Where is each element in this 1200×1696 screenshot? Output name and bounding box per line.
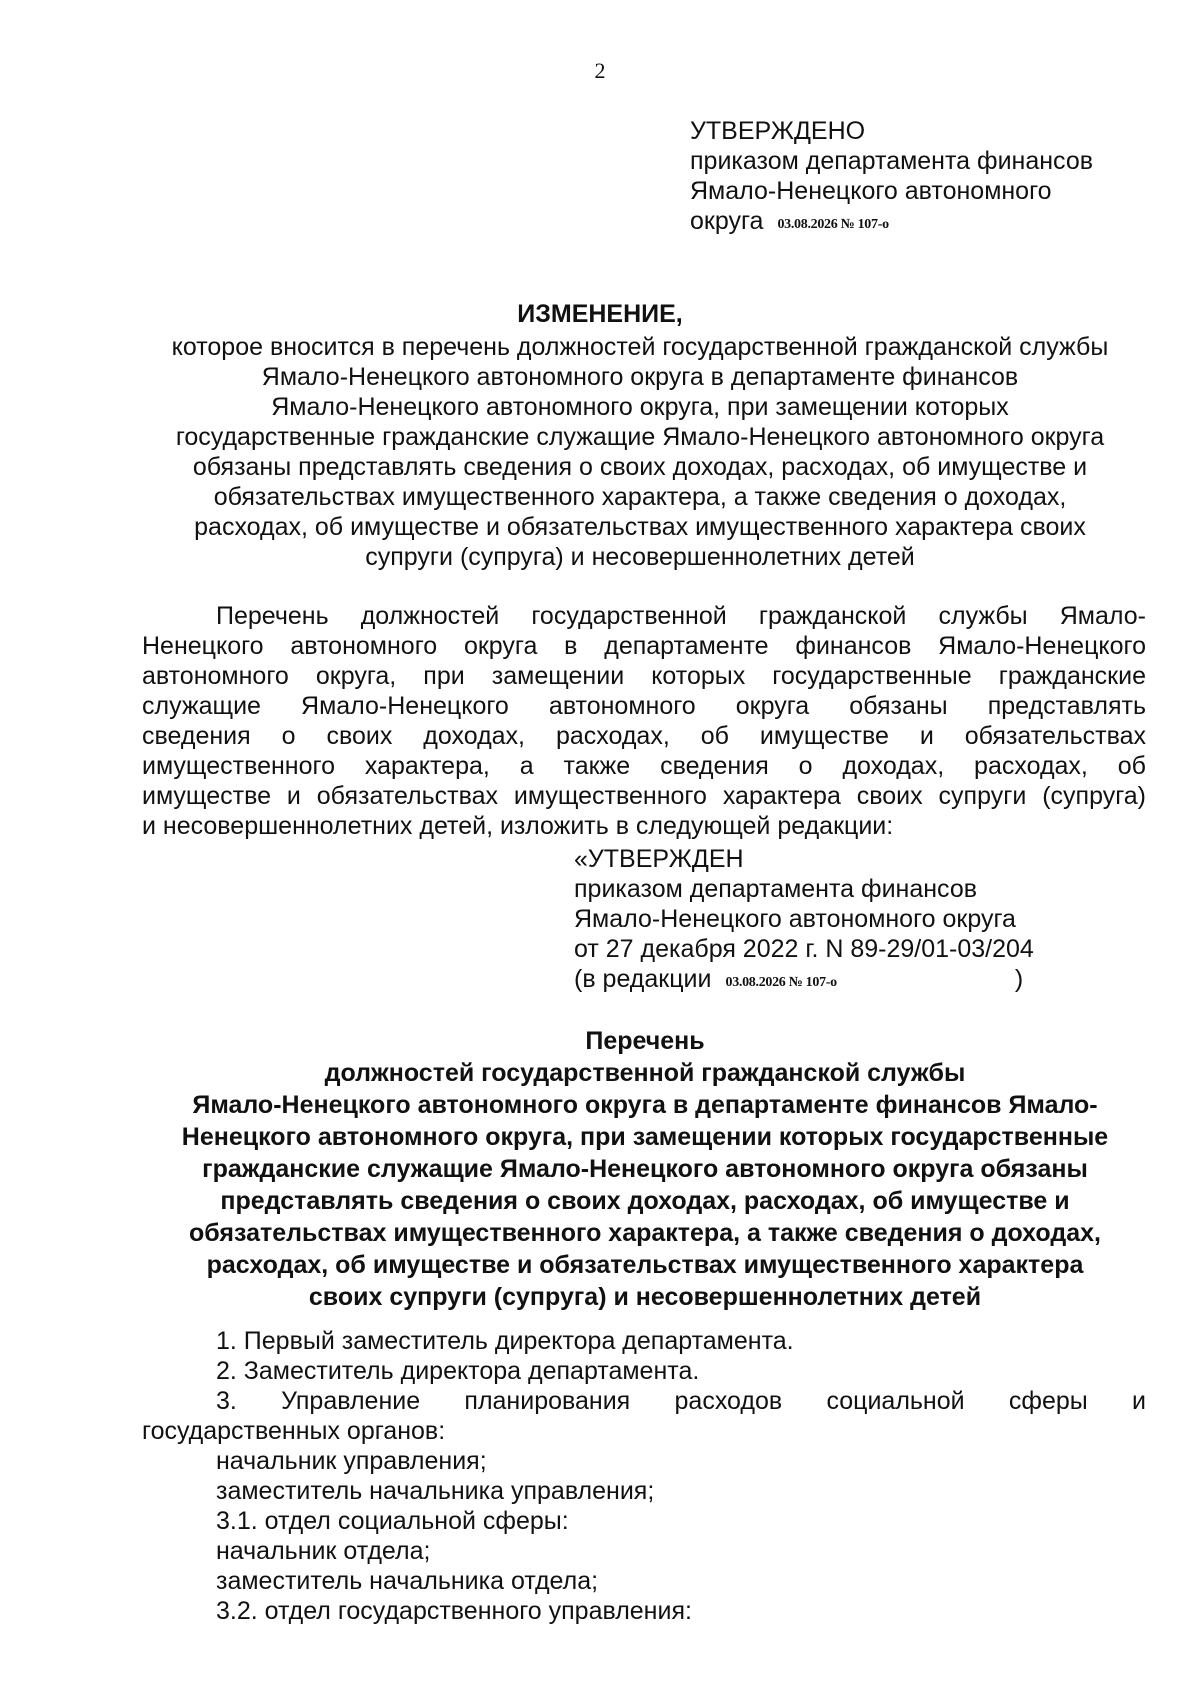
subtitle-line: обязаны представлять сведения о своих доходах, расходах, об имуществе и	[192, 453, 1088, 481]
list-title-line: должностей государственной гражданской службы	[324, 1059, 966, 1087]
list-item: начальник отдела;	[216, 1537, 431, 1565]
list-title-line: Ненецкого автономного округа, при замещении которых государственные	[181, 1123, 1109, 1151]
list-title-line: расходах, об имуществе и обязательствах имущественного характера	[206, 1251, 1084, 1279]
list-item: 2. Заместитель директора департамента.	[216, 1357, 700, 1385]
redaction-heading: «УТВЕРЖДЕН	[574, 845, 744, 873]
subtitle-line: которое вносится в перечень должностей государственной гражданской службы	[171, 333, 1109, 361]
edition-suffix: )	[1014, 965, 1024, 993]
body-paragraph	[142, 601, 1146, 841]
subtitle-line: государственные гражданские служащие Ямало-Ненецкого автономного округа	[175, 423, 1105, 451]
paragraph-line: и несовершеннолетних детей, изложить в следующей редакции:	[142, 812, 894, 840]
list-item: начальник управления;	[216, 1447, 487, 1475]
redaction-block	[574, 844, 1034, 998]
subtitle-line: супруги (супруга) и несовершеннолетних детей	[365, 543, 915, 571]
date-number-stamp: 03.08.2026 № 107-о	[725, 975, 837, 990]
change-subtitle	[140, 332, 1140, 572]
subtitle-line: Ямало-Ненецкого автономного округа, при замещении которых	[271, 393, 1009, 421]
list-title-line: обязательствах имущественного характера, а также сведения о доходах,	[189, 1219, 1101, 1247]
list-title-line: гражданские служащие Ямало-Ненецкого автономного округа обязаны	[202, 1155, 1088, 1183]
edition-prefix: (в редакции	[574, 965, 712, 993]
paragraph-line: служащие Ямало-Ненецкого автономного округа обязаны представлять	[142, 692, 1146, 720]
subtitle-line: обязательствах имущественного характера, а также сведения о доходах,	[213, 483, 1067, 511]
paragraph-line: Ненецкого автономного округа в департаменте финансов Ямало-Ненецкого	[142, 632, 1146, 660]
list-item-continuation: государственных органов:	[142, 1417, 446, 1445]
redaction-line: от 27 декабря 2022 г. N 89-29/01-03/204	[574, 935, 1034, 963]
change-title: ИЗМЕНЕНИЕ,	[517, 300, 683, 328]
paragraph-line: имущественного характера, а также сведения о доходах, расходах, об	[142, 752, 1146, 780]
paragraph-line: сведения о своих доходах, расходах, об имуществе и обязательствах	[142, 722, 1146, 750]
paragraph-line: имуществе и обязательствах имущественного характера своих супруги (супруга)	[142, 782, 1146, 810]
list-item: 3.2. отдел государственного управления:	[216, 1597, 692, 1625]
positions-list	[142, 1326, 1146, 1626]
approval-block	[690, 116, 1093, 240]
list-item: 1. Первый заместитель директора департамента.	[216, 1327, 794, 1355]
approval-heading: УТВЕРЖДЕНО	[690, 117, 866, 145]
paragraph-line: автономного округа, при замещении которых государственные гражданские	[142, 662, 1146, 690]
date-number-stamp: 03.08.2026 № 107-о	[777, 217, 889, 232]
list-item: заместитель начальника отдела;	[216, 1567, 599, 1595]
list-title-line: Ямало-Ненецкого автономного округа в департаменте финансов Ямало-	[192, 1091, 1098, 1119]
approval-line: приказом департамента финансов	[690, 147, 1094, 175]
approval-line: округа	[690, 207, 764, 235]
redaction-line: Ямало-Ненецкого автономного округа	[574, 905, 1016, 933]
page-number: 2	[594, 58, 606, 83]
list-title	[130, 1025, 1160, 1313]
approval-line-with-stamp	[690, 206, 1093, 240]
list-title-line: Перечень	[585, 1027, 705, 1055]
paragraph-line: Перечень должностей государственной гражданской службы Ямало-	[216, 602, 1146, 630]
list-item: заместитель начальника управления;	[216, 1477, 655, 1505]
redaction-edition-line	[574, 964, 1034, 998]
subtitle-line: расходах, об имуществе и обязательствах имущественного характера своих	[194, 513, 1086, 541]
list-item: 3.1. отдел социальной сферы:	[216, 1507, 569, 1535]
redaction-line: приказом департамента финансов	[574, 875, 978, 903]
list-title-line: представлять сведения о своих доходах, расходах, об имуществе и	[220, 1187, 1070, 1215]
list-title-line: своих супруги (супруга) и несовершеннолетних детей	[308, 1283, 982, 1311]
list-item: 3. Управление планирования расходов социальной сферы и	[216, 1387, 1146, 1415]
subtitle-line: Ямало-Ненецкого автономного округа в департаменте финансов	[261, 363, 1019, 391]
approval-line: Ямало-Ненецкого автономного	[690, 177, 1052, 205]
